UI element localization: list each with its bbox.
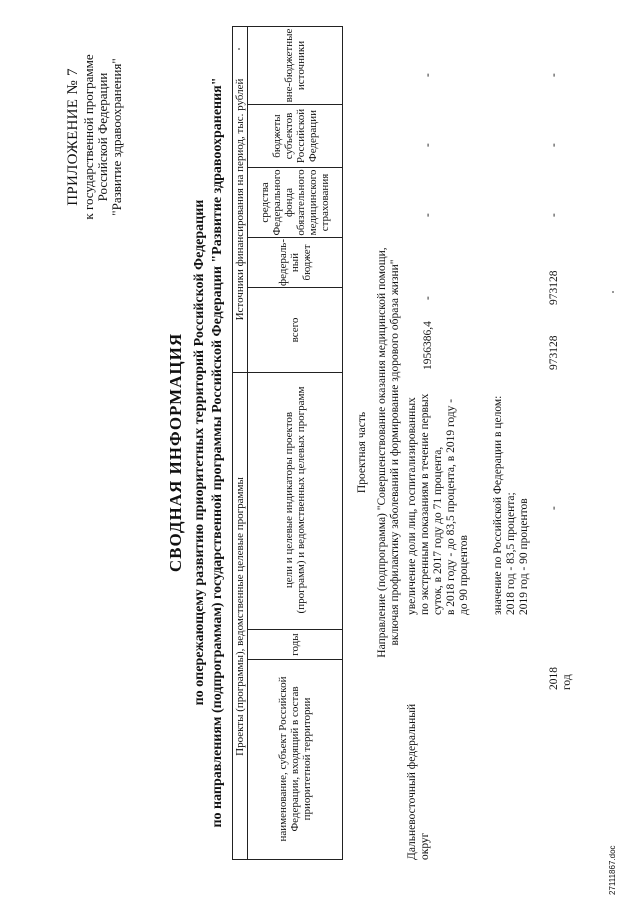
row-note	[492, 355, 531, 615]
header-col-goals: цели и целевые индикаторы проектов (программ) и ведомственных целевых программ	[283, 386, 307, 614]
row1-foms: -	[422, 213, 434, 217]
row2-federal: 973128	[548, 270, 560, 305]
note-line: 2018 год - 83,5 процента;	[505, 492, 517, 615]
row-name	[406, 670, 432, 860]
row2-year-line-2: год	[561, 674, 573, 690]
appendix-line-3: "Развитие здравоохранения"	[109, 58, 124, 216]
note-line: 2019 год - 90 процентов	[518, 498, 530, 615]
header-col-years: годы	[289, 633, 301, 656]
row2-total: 973128	[548, 335, 560, 370]
header-col-foms: средства Федерального фонда обязательного медицинского страхования	[259, 169, 331, 236]
header-col-offbudget: вне-бюджетные источники	[283, 28, 307, 103]
header-col-federal: федераль-ный бюджет	[277, 239, 313, 286]
section-part-title: Проектная часть	[356, 411, 368, 494]
row2-offbudget: -	[548, 73, 560, 77]
table-header	[232, 26, 342, 860]
goal-line: по экстренным показаниям в течение первых	[419, 393, 431, 615]
row-name-line-1: Дальневосточный федеральный	[406, 703, 418, 860]
section-direction-line-1: Направление (подпрограмма) "Совершенствование оказания медицинской помощи,	[376, 247, 388, 658]
row2-year	[548, 650, 574, 690]
row1-regional: -	[422, 143, 434, 147]
document-subtitle-2: по направлениям (подпрограммам) государственной программы Российской Федерации "Развитие здравоохранения"	[210, 77, 225, 828]
row-name-line-2: округ	[419, 832, 431, 860]
section-direction-line-2: включая профилактику заболеваний и формирование здорового образа жизни"	[389, 259, 401, 646]
row2-foms: -	[548, 213, 560, 217]
row2-goal: -	[548, 506, 560, 510]
document-title: СВОДНАЯ ИНФОРМАЦИЯ	[166, 332, 185, 573]
header-col-total: всего	[289, 317, 301, 343]
row2-regional: -	[548, 143, 560, 147]
appendix-block	[64, 32, 124, 242]
table-left-border	[232, 859, 343, 860]
goal-line: увеличение доли лиц, госпитализированных	[406, 397, 418, 615]
header-col-regional: бюджеты субъектов Российской Федерации	[271, 108, 319, 164]
row1-offbudget: -	[422, 73, 434, 77]
col-divider-name	[248, 659, 343, 660]
row1-total: 1956386,4	[422, 321, 434, 370]
appendix-number: ПРИЛОЖЕНИЕ № 7	[65, 68, 81, 206]
row2-year-line-1: 2018	[548, 667, 560, 690]
goal-line: суток, в 2017 году до 71 процента,	[432, 446, 444, 615]
header-col-name: наименование, субъект Российской Федерации, входящий в состав приоритетной территории	[277, 676, 313, 842]
row1-federal: -	[422, 296, 434, 300]
scan-speck	[612, 291, 614, 293]
footer-filename: 27111867.doc	[608, 845, 617, 895]
table-bottom-border	[342, 26, 343, 860]
appendix-line-2: Российской Федерации	[95, 72, 110, 202]
row-goal	[406, 355, 471, 615]
header-group-financing: Источники финансирования на период, тыс. рублей	[234, 78, 246, 321]
header-group-projects: Проекты (программы), ведомственные целевые программы	[234, 477, 246, 756]
goal-line: до 90 процентов	[458, 535, 470, 615]
col-divider-goals	[232, 372, 343, 373]
appendix-line-1: к государственной программе	[81, 54, 96, 220]
document-subtitle-1: по опережающему развитию приоритетных территорий Российской Федерации	[192, 199, 207, 706]
goal-line: в 2018 году - до 83,5 процента, в 2019 году -	[445, 398, 457, 615]
note-line: значение по Российской Федерации в целом:	[492, 395, 504, 615]
scan-speck	[238, 48, 240, 50]
